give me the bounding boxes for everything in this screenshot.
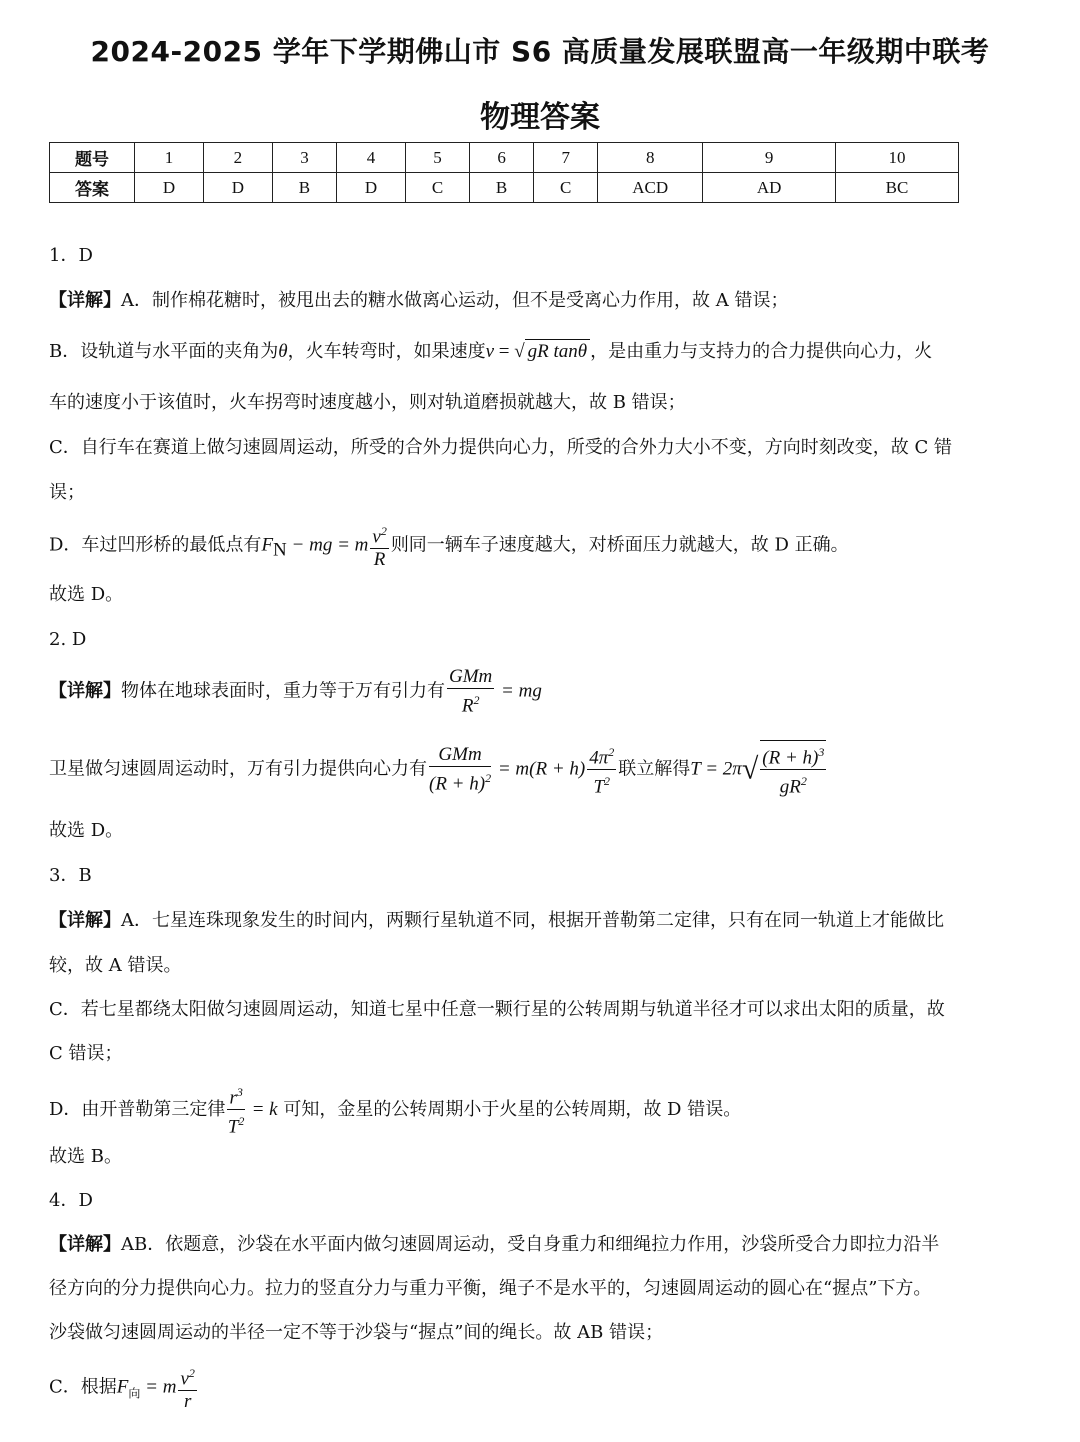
question-number-cell: 2 (203, 143, 272, 173)
question-number-cell: 10 (835, 143, 958, 173)
q4-heading: 4．D (49, 1190, 93, 1211)
q3-option-c-line2: C 错误； (49, 1043, 123, 1064)
q3-option-a-line1: 【详解】A．七星连珠现象发生的时间内，两颗行星轨道不同，根据开普勒第二定律，只有在同一轨道上才能做比 (49, 910, 944, 931)
answer-table-header-answer: 答案 (50, 173, 135, 203)
answer-cell: BC (835, 173, 958, 203)
document-title: 2024-2025 学年下学期佛山市 S6 高质量发展联盟高一年级期中联考 (90, 35, 990, 68)
q1-option-b-line2: 车的速度小于该值时，火车拐弯时速度越小，则对轨道磨损就越大，故 B 错误； (49, 392, 686, 413)
answer-cell: D (203, 173, 272, 203)
q2-line1: 【详解】物体在地球表面时，重力等于万有引力有 GMm $R^2$ = mg (49, 666, 542, 717)
answer-cell: D (135, 173, 204, 203)
q1-option-c-line2: 误； (49, 482, 85, 503)
q1-option-d: D．车过凹形桥的最低点有$F_N$ − mg = m $\frac{v^2}{R}$ 则同一辆车子速度越大，对桥面压力就越大，故 D 正确。 (49, 520, 849, 571)
detail-tag: 【详解】 (49, 910, 121, 931)
fraction: GMm $(R + h)^2$ (429, 743, 492, 794)
answer-cell: ACD (598, 173, 703, 203)
q1-option-b-line1: B．设轨道与水平面的夹角为θ，火车转弯时，如果速度v = √ gR tanθ ，是由重力与支持力的合力提供向心力，火 (49, 341, 933, 362)
question-number-cell: 9 (703, 143, 836, 173)
answer-cell: C (534, 173, 598, 203)
question-number-cell: 7 (534, 143, 598, 173)
q2-heading: 2. D (49, 629, 87, 650)
answer-table-row-answers (50, 173, 959, 203)
answer-cell: D (337, 173, 406, 203)
answer-table (49, 142, 959, 203)
q4-option-ab-line3: 沙袋做匀速圆周运动的半径一定不等于沙袋与“握点”间的绳长。故 AB 错误； (49, 1322, 664, 1343)
document-subtitle: 物理答案 (480, 100, 600, 135)
question-number-cell: 4 (337, 143, 406, 173)
q1-option-a: 【详解】A．制作棉花糖时，被甩出去的糖水做离心运动，但不是受离心力作用，故 A 错误； (49, 290, 789, 311)
q3-option-d: D．由开普勒第三定律 $\frac{r^3}{T^2}$ = k 可知，金星的公转周期小于火星的公转周期，故 D 错误。 (49, 1081, 741, 1139)
detail-tag: 【详解】 (49, 680, 121, 702)
q4-option-ab-line2: 径方向的分力提供向心力。拉力的竖直分力与重力平衡，绳子不是水平的，匀速圆周运动的圆心在“握点”下方。 (49, 1278, 932, 1299)
fraction: $\frac{(R + h)^3}{gR^2}$ (760, 740, 826, 799)
q1-conclusion: 故选 D。 (49, 584, 124, 605)
q1-heading: 1．D (49, 245, 93, 266)
answer-table-row-numbers (50, 143, 959, 173)
q3-option-a-line2: 较，故 A 错误。 (49, 955, 182, 976)
q2-conclusion: 故选 D。 (49, 820, 124, 841)
question-number-cell: 5 (405, 143, 469, 173)
q4-option-ab-line1: 【详解】AB．依题意，沙袋在水平面内做匀速圆周运动，受自身重力和细绳拉力作用，沙袋所受合力即拉力沿半 (49, 1234, 940, 1255)
answer-cell: C (405, 173, 469, 203)
detail-tag: 【详解】 (49, 1234, 121, 1255)
fraction: $\frac{v^2}{r}$ (178, 1362, 196, 1413)
question-number-cell: 6 (470, 143, 534, 173)
question-number-cell: 1 (135, 143, 204, 173)
fraction: $\frac{v^2}{R}$ (370, 520, 388, 571)
fraction: $\frac{r^3}{T^2}$ (227, 1081, 244, 1139)
question-number-cell: 3 (272, 143, 336, 173)
q3-conclusion: 故选 B。 (49, 1146, 122, 1167)
q2-line2: 卫星做匀速圆周运动时，万有引力提供向心力有 GMm $(R + h)^2$ = m(R + h) $\frac{4\pi^2}{T^2}$ 联立解得T = 2π√ $\frac{(R + h)^3}{gR^2}$ (49, 740, 828, 799)
sqrt-expression: gR tanθ (525, 339, 590, 364)
q3-heading: 3．B (49, 865, 92, 886)
fraction: $\frac{4\pi^2}{T^2}$ (587, 741, 616, 799)
q4-option-c: C．根据$F_向 = m$ $\frac{v^2}{r}$ (49, 1362, 199, 1413)
q3-option-c-line1: C．若七星都绕太阳做匀速圆周运动，知道七星中任意一颗行星的公转周期与轨道半径才可以求出太阳的质量，故 (49, 999, 945, 1020)
fraction: GMm $R^2$ (449, 666, 493, 717)
answer-cell: B (272, 173, 336, 203)
answer-cell: AD (703, 173, 836, 203)
detail-tag: 【详解】 (49, 290, 121, 311)
q1-option-c-line1: C．自行车在赛道上做匀速圆周运动，所受的合外力提供向心力，所受的合外力大小不变，方向时刻改变，故 C 错 (49, 437, 952, 458)
answer-table-header-number: 题号 (50, 143, 135, 173)
question-number-cell: 8 (598, 143, 703, 173)
answer-cell: B (470, 173, 534, 203)
